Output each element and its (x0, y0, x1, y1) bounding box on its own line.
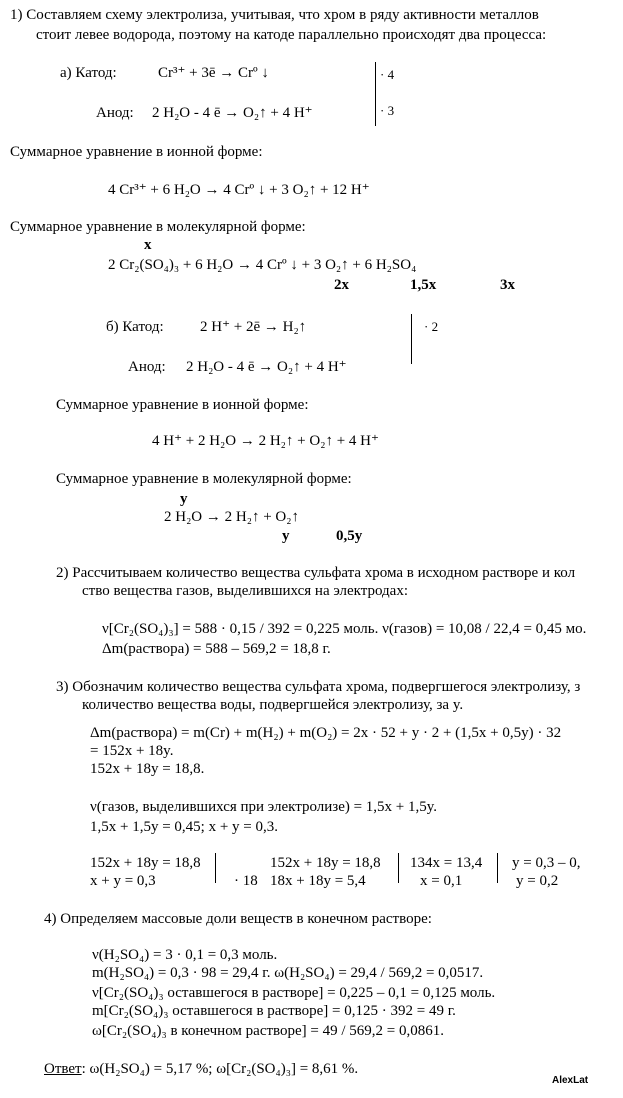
system-multiplier-18: · 18 (234, 873, 258, 889)
section-2-heading-line-1: 2) Рассчитываем количество вещества сульфата хрома в исходном растворе и кол (56, 565, 576, 581)
ionic-equation-a: 4 Cr³⁺ + 6 H₂O → 4 Crº ↓ + 3 O₂↑ + 12 H⁺ (108, 182, 370, 198)
mol-coefficient-0-5y: 0,5y (336, 528, 363, 544)
system-col3-row1: 134x = 13,4 (410, 855, 483, 871)
section-4-line-4: m[Cr₂(SO₄)₃ оставшегося в растворе] = 0,125 · 392 = 49 г. (92, 1003, 456, 1019)
section-3-line-4: ν(газов, выделившихся при электролизе) = 1,5x + 1,5y. (90, 799, 438, 815)
section-2-line-1: ν[Cr₂(SO₄)₃] = 588 · 0,15 / 392 = 0,225 моль. ν(газов) = 10,08 / 22,4 = 0,45 мо. (102, 621, 587, 637)
section-2-heading-line-2: ство вещества газов, выделившихся на электродах: (82, 583, 409, 599)
molecular-title-b: Суммарное уравнение в молекулярной форме: (56, 471, 352, 487)
molecular-equation-a: 2 Cr₂(SO₄)₃ + 6 H₂O → 4 Crº ↓ + 3 O₂↑ + 6 H₂SO₄ (108, 257, 417, 273)
section-3-heading-line-2: количество вещества воды, подвергшейся электролизу, за y. (82, 697, 464, 713)
ionic-equation-b: 4 H⁺ + 2 H₂O → 2 H₂↑ + O₂↑ + 4 H⁺ (152, 433, 379, 449)
section-2-line-2: Δm(раствора) = 588 – 569,2 = 18,8 г. (102, 641, 331, 657)
anode-b-label: Анод: (128, 359, 166, 375)
anode-a-label: Анод: (96, 105, 134, 121)
molecular-title-a: Суммарное уравнение в молекулярной форме: (10, 219, 306, 235)
section-4-line-2: m(H₂SO₄) = 0,3 · 98 = 29,4 г. ω(H₂SO₄) = 29,4 / 569,2 = 0,0517. (92, 965, 484, 981)
system-col2-row1: 152x + 18y = 18,8 (270, 855, 381, 871)
section-3-line-3: 152x + 18y = 18,8. (90, 761, 205, 777)
multiplier-divider-a (375, 62, 376, 126)
answer-text: : ω(H₂SO₄) = 5,17 %; ω[Cr₂(SO₄)₃] = 8,61 %. (81, 1061, 359, 1077)
cathode-a-equation: Cr³⁺ + 3ē → Crº ↓ (158, 65, 269, 81)
system-col3-row2: x = 0,1 (420, 873, 463, 889)
section-4-line-5: ω[Cr₂(SO₄)₃ в конечном растворе] = 49 / 569,2 = 0,0861. (92, 1023, 445, 1039)
section-1-heading-line-1: 1) Составляем схему электролиза, учитывая, что хром в ряду активности металлов (10, 7, 539, 23)
system-col4-row2: y = 0,2 (516, 873, 559, 889)
anode-a-equation: 2 H₂O - 4 ē → O₂↑ + 4 H⁺ (152, 105, 313, 121)
system-col2-row2: 18x + 18y = 5,4 (270, 873, 366, 889)
system-divider-2 (398, 853, 399, 883)
section-4-line-3: ν[Cr₂(SO₄)₃ оставшегося в растворе] = 0,225 – 0,1 = 0,125 моль. (92, 985, 496, 1001)
anode-b-equation: 2 H₂O - 4 ē → O₂↑ + 4 H⁺ (186, 359, 347, 375)
multiplier-divider-b (411, 314, 412, 364)
system-col1-row1: 152x + 18y = 18,8 (90, 855, 201, 871)
system-col4-row1: y = 0,3 – 0, (512, 855, 581, 871)
mol-coefficient-3x: 3x (500, 277, 515, 293)
cathode-b-label: б) Катод: (106, 319, 164, 335)
answer-line (44, 1060, 358, 1078)
cathode-a-label: а) Катод: (60, 65, 117, 81)
section-3-line-1: Δm(раствора) = m(Cr) + m(H₂) + m(O₂) = 2x · 52 + y · 2 + (1,5x + 0,5y) · 32 (90, 725, 562, 741)
mol-coefficient-1-5x: 1,5x (410, 277, 437, 293)
multiplier-4: · 4 (380, 67, 395, 82)
section-3-line-5: 1,5x + 1,5y = 0,45; x + y = 0,3. (90, 819, 279, 835)
multiplier-3: · 3 (380, 103, 395, 118)
system-col1-row2: x + y = 0,3 (90, 873, 156, 889)
author-signature: AlexLat (552, 1075, 589, 1086)
section-4-line-1: ν(H₂SO₄) = 3 · 0,1 = 0,3 моль. (92, 947, 278, 963)
cathode-b-equation: 2 H⁺ + 2ē → H₂↑ (200, 319, 307, 335)
answer-label: Ответ (44, 1061, 82, 1077)
mol-coefficient-y-bottom: y (282, 528, 290, 544)
section-1-heading-line-2: стоит левее водорода, поэтому на катоде параллельно происходят два процесса: (36, 27, 547, 43)
system-divider-3 (497, 853, 498, 883)
section-3-line-2: = 152x + 18y. (90, 743, 174, 759)
ionic-title-a: Суммарное уравнение в ионной форме: (10, 144, 263, 160)
section-3-heading-line-1: 3) Обозначим количество вещества сульфата хрома, подвергшегося электролизу, з (56, 679, 581, 695)
multiplier-2: · 2 (424, 319, 439, 334)
ionic-title-b: Суммарное уравнение в ионной форме: (56, 397, 309, 413)
system-divider-1 (215, 853, 216, 883)
mol-coefficient-2x: 2x (334, 277, 349, 293)
mol-coefficient-x: x (144, 237, 152, 253)
section-4-heading: 4) Определяем массовые доли веществ в конечном растворе: (44, 911, 432, 927)
mol-coefficient-y-top: y (180, 491, 188, 507)
molecular-equation-b: 2 H₂O → 2 H₂↑ + O₂↑ (164, 509, 299, 525)
